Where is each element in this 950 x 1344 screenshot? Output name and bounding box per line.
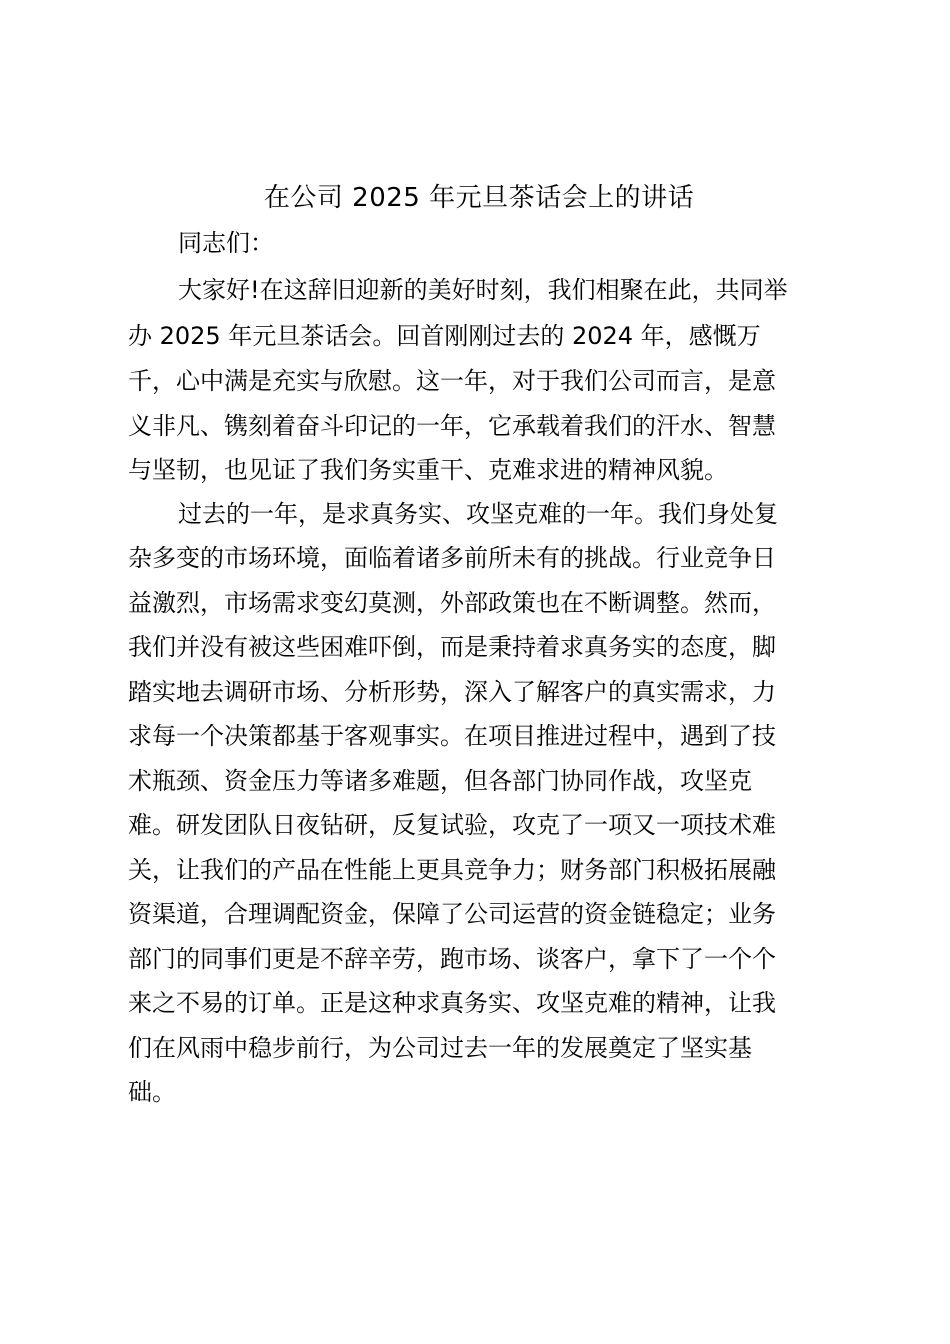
paragraph-1-line-1: 大家好!在这辞旧迎新的美好时刻，我们相聚在此，共同举 (178, 276, 788, 304)
paragraph-2-line-9: 关，让我们的产品在性能上更具竞争力；财务部门积极拓展融 (128, 856, 776, 884)
paragraph-2-line-1: 过去的一年，是求真务实、攻坚克难的一年。我们身处复 (178, 500, 778, 528)
paragraph-2-line-10: 资渠道，合理调配资金，保障了公司运营的资金链稳定；业务 (128, 900, 776, 928)
paragraph-2-line-13: 们在风雨中稳步前行，为公司过去一年的发展奠定了坚实基 (128, 1034, 752, 1062)
document-title: 在公司 2025 年元旦茶话会上的讲话 (263, 183, 695, 213)
paragraph-2-line-7: 术瓶颈、资金压力等诸多难题，但各部门协同作战，攻坚克 (128, 767, 752, 795)
paragraph-2-line-5: 踏实地去调研市场、分析形势，深入了解客户的真实需求，力 (128, 678, 776, 706)
paragraph-2-line-12: 来之不易的订单。正是这种求真务实、攻坚克难的精神，让我 (128, 989, 776, 1017)
paragraph-1-line-2: 办 2025 年元旦茶话会。回首刚刚过去的 2024 年，感慨万 (128, 322, 761, 350)
paragraph-2-line-2: 杂多变的市场环境，面临着诸多前所未有的挑战。行业竞争日 (128, 544, 776, 572)
paragraph-2-line-14: 础。 (128, 1078, 176, 1106)
paragraph-2-line-4: 我们并没有被这些困难吓倒，而是秉持着求真务实的态度，脚 (128, 633, 776, 661)
paragraph-2-line-6: 求每一个决策都基于客观事实。在项目推进过程中，遇到了技 (128, 722, 776, 750)
paragraph-2-line-8: 难。研发团队日夜钻研，反复试验，攻克了一项又一项技术难 (128, 811, 776, 839)
paragraph-1-line-3: 千，心中满是充实与欣慰。这一年，对于我们公司而言，是意 (128, 367, 776, 395)
salutation: 同志们： (178, 229, 274, 257)
paragraph-2-line-11: 部门的同事们更是不辞辛劳，跑市场、谈客户，拿下了一个个 (128, 945, 776, 973)
paragraph-2-line-3: 益激烈，市场需求变幻莫测，外部政策也在不断调整。然而， (128, 589, 776, 617)
paragraph-1-line-5: 与坚韧，也见证了我们务实重干、克难求进的精神风貌。 (128, 456, 728, 484)
paragraph-1-line-4: 义非凡、镌刻着奋斗印记的一年，它承载着我们的汗水、智慧 (128, 412, 776, 440)
